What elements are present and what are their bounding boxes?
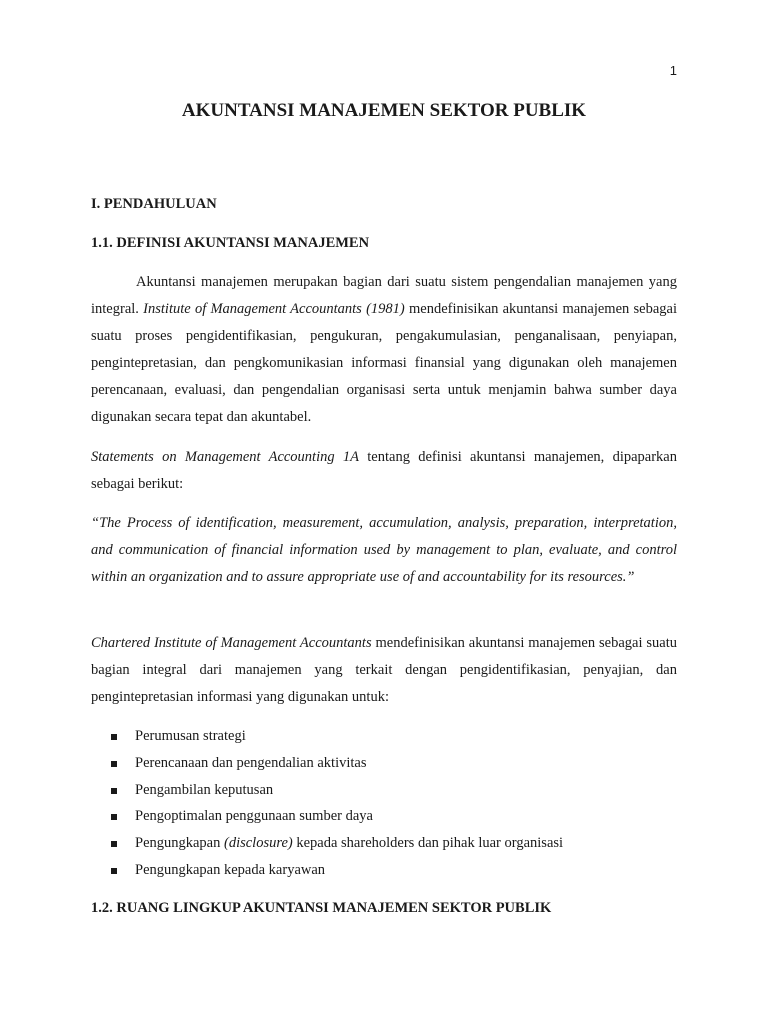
square-bullet-icon [111, 868, 117, 874]
list-item [91, 857, 677, 884]
list-item-text: Pengambilan keputusan [135, 781, 274, 798]
paragraph-italic-source: Statements on Management Accounting 1A [91, 449, 359, 465]
square-bullet-icon [111, 788, 117, 794]
square-bullet-icon [111, 841, 117, 847]
list-item-text: Pengungkapan kepada karyawan [135, 861, 326, 878]
page-number: 1 [669, 63, 677, 78]
list-item-italic-text: (disclosure) [224, 835, 293, 852]
list-item [91, 723, 677, 750]
paragraph-italic-source: Institute of Management Accountants (1981) [143, 301, 405, 317]
square-bullet-icon [111, 814, 117, 820]
paragraph-text: mendefinisikan akuntansi manajemen sebagai suatu bagian integral dari manajemen yang terkait dengan pengidentifikasian, penyajian, dan pengintepretasian informasi yang digunakan untuk: [91, 635, 677, 705]
list-item [91, 803, 677, 830]
section-heading: I. PENDAHULUAN [91, 196, 217, 212]
list-item-text: Pengungkapan [135, 835, 224, 852]
list-item-text: Perencanaan dan pengendalian aktivitas [135, 754, 367, 771]
subsection-heading-scope: 1.2. RUANG LINGKUP AKUNTANSI MANAJEMEN SEKTOR PUBLIK [91, 900, 552, 916]
list-item-text: Pengoptimalan penggunaan sumber daya [135, 808, 373, 825]
list-item [91, 777, 677, 804]
paragraph-definition [91, 269, 677, 431]
list-item [91, 830, 677, 857]
bullet-list [91, 723, 677, 884]
quote-definition: “The Process of identification, measurement, accumulation, analysis, preparation, interpretation, and communication of financial information used by management to plan, evaluate, and control within an organization and to assure appropriate use of and accountability for its resources.” [91, 515, 677, 585]
paragraph-text: tentang definisi akuntansi manajemen, dipaparkan sebagai berikut: [91, 449, 677, 492]
list-item [91, 750, 677, 777]
paragraph-statements [91, 444, 677, 498]
paragraph-text: Akuntansi manajemen merupakan bagian dari suatu sistem pengendalian manajemen yang integral. [91, 274, 677, 317]
paragraph-text: mendefinisikan akuntansi manajemen sebagai suatu proses pengidentifikasian, pengukuran, pengakumulasian, penganalisaan, penyiapan, pengintepretasian, dan pengkomunikasian informasi finansial yang digunakan oleh manajemen perencanaan, evaluasi, dan pengendalian organisasi serta untuk menjamin bahwa sumber daya digunakan secara tepat dan akuntabel. [91, 301, 677, 425]
list-item-text: Perumusan strategi [135, 728, 246, 744]
subsection-heading-definition: 1.1. DEFINISI AKUNTANSI MANAJEMEN [91, 235, 370, 251]
square-bullet-icon [111, 734, 117, 740]
square-bullet-icon [111, 761, 117, 767]
document-title: AKUNTANSI MANAJEMEN SEKTOR PUBLIK [181, 100, 587, 121]
list-item-text: kepada shareholders dan pihak luar organisasi [292, 835, 564, 852]
paragraph-cima [91, 630, 677, 711]
paragraph-italic-source: Chartered Institute of Management Accountants [91, 635, 372, 651]
